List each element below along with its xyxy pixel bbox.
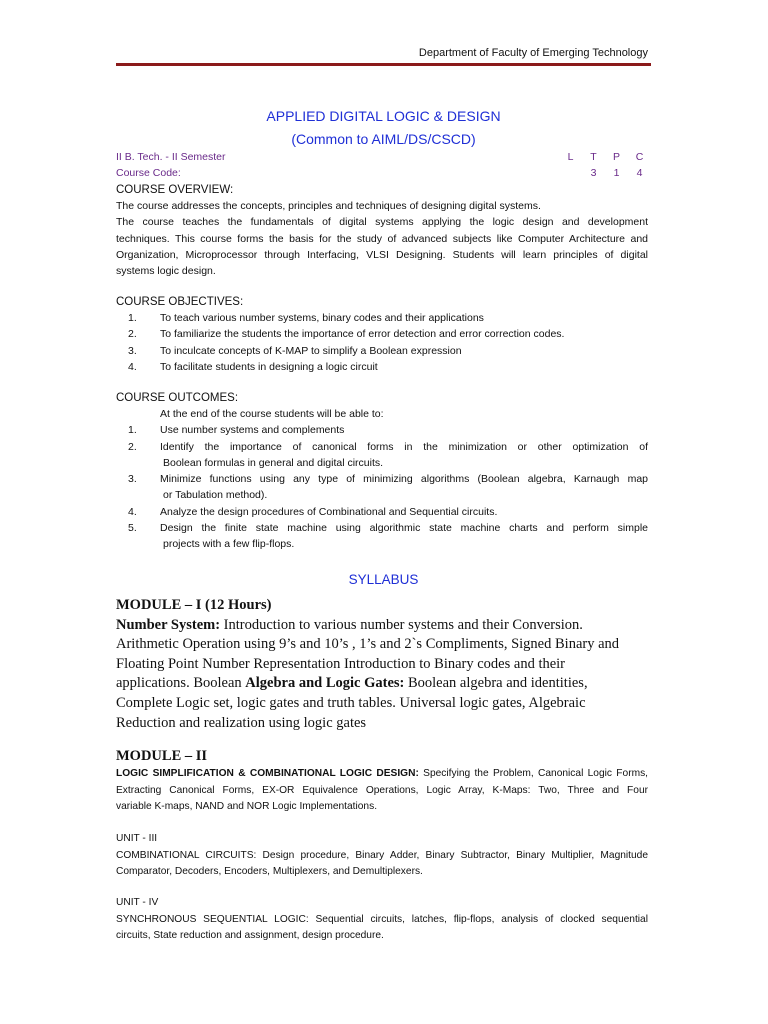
module-1-bold: Algebra and Logic Gates: bbox=[245, 675, 405, 692]
unit-4-title: UNIT - IV bbox=[116, 897, 159, 908]
list-text: To familiarize the students the importance of error detection and error correction codes. bbox=[160, 328, 565, 341]
department-header: Department of Faculty of Emerging Technology bbox=[418, 47, 648, 59]
overview-section bbox=[116, 182, 648, 279]
ltpc-value: 4 bbox=[636, 167, 643, 179]
course-title: APPLIED DIGITAL LOGIC & DESIGN bbox=[266, 108, 501, 124]
module-1 bbox=[116, 596, 651, 733]
module-2-line: Extracting Canonical Forms, EX-OR Equivalence Operations, Logic Array, K-Maps: Two, Three and Four bbox=[116, 784, 648, 796]
list-item bbox=[116, 471, 648, 487]
list-number: 2. bbox=[128, 328, 137, 341]
list-text: or Tabulation method). bbox=[163, 489, 268, 502]
list-text: Analyze the design procedures of Combinational and Sequential circuits. bbox=[160, 505, 498, 518]
syllabus-heading: SYLLABUS bbox=[348, 572, 419, 587]
list-item-cont bbox=[116, 455, 648, 471]
list-text: Boolean formulas in general and digital circuits. bbox=[163, 456, 384, 469]
ltpc-labels bbox=[559, 149, 651, 165]
outcomes-list bbox=[116, 406, 648, 553]
list-item bbox=[116, 520, 648, 536]
module-1-text: Introduction to various number systems and their Conversion. bbox=[220, 616, 583, 633]
course-meta bbox=[116, 149, 651, 181]
list-number: 3. bbox=[128, 344, 137, 357]
outcomes-heading: COURSE OUTCOMES: bbox=[116, 392, 239, 404]
list-text: To inculcate concepts of K-MAP to simplify a Boolean expression bbox=[160, 344, 462, 357]
ltpc-label: L bbox=[567, 151, 574, 163]
objectives-heading: COURSE OBJECTIVES: bbox=[116, 296, 244, 308]
unit-3-title: UNIT - III bbox=[116, 833, 158, 844]
module-1-line: Complete Logic set, logic gates and truth tables. Universal logic gates, Algebraic bbox=[116, 694, 586, 711]
list-item bbox=[116, 504, 648, 520]
unit-3-line: COMBINATIONAL CIRCUITS: Design procedure, Binary Adder, Binary Subtractor, Binary Multiplier, Magnitude bbox=[116, 849, 648, 861]
list-item bbox=[116, 326, 648, 342]
overview-line: The course addresses the concepts, principles and techniques of designing digital systems. bbox=[116, 200, 541, 213]
list-text: Minimize functions using any type of minimizing algorithms (Boolean algebra, Karnaugh map bbox=[160, 473, 648, 486]
ltpc-label: C bbox=[635, 151, 644, 163]
module-1-bold: Number System: bbox=[116, 616, 221, 633]
course-subtitle: (Common to AIML/DS/CSCD) bbox=[291, 131, 476, 147]
course-code-label: Course Code: bbox=[116, 167, 181, 179]
overview-line: systems logic design. bbox=[116, 265, 216, 278]
overview-line: Organization, Microprocessor through Interfacing, VLSI Designing. Students will learn principles of digital bbox=[116, 248, 648, 261]
unit-4 bbox=[116, 895, 648, 945]
list-number: 5. bbox=[128, 522, 137, 535]
list-number: 1. bbox=[128, 312, 137, 324]
module-1-line: Arithmetic Operation using 9’s and 10’s , 1’s and 2`s Compliments, Signed Binary and bbox=[116, 636, 620, 653]
header-rule bbox=[116, 63, 651, 66]
list-item bbox=[116, 439, 648, 455]
list-text: To facilitate students in designing a logic circuit bbox=[160, 360, 378, 373]
list-number: 3. bbox=[128, 473, 137, 486]
module-2-title: MODULE – II bbox=[116, 748, 208, 764]
module-2-line bbox=[116, 766, 648, 783]
module-2-line: variable K-maps, NAND and NOR Logic Implementations. bbox=[116, 801, 378, 812]
list-item bbox=[116, 422, 648, 438]
list-text: projects with a few flip-flops. bbox=[163, 538, 295, 551]
ltpc-value: 1 bbox=[613, 167, 620, 179]
list-text: Design the finite state machine using algorithmic state machine charts and perform simple bbox=[160, 522, 648, 535]
module-1-text: applications. Boolean bbox=[116, 675, 246, 692]
ltpc-value: 3 bbox=[590, 167, 597, 179]
unit-3 bbox=[116, 831, 648, 881]
unit-4-line: circuits, State reduction and assignment, design procedure. bbox=[116, 930, 384, 941]
list-text: Use number systems and complements bbox=[160, 424, 345, 437]
overview-line: techniques. This course forms the basis for the study of advanced subjects like Computer Architecture and bbox=[116, 232, 648, 245]
module-2 bbox=[116, 766, 648, 816]
module-1-line bbox=[116, 616, 651, 636]
overview-heading: COURSE OVERVIEW: bbox=[116, 184, 234, 196]
unit-4-line: SYNCHRONOUS SEQUENTIAL LOGIC: Sequential circuits, latches, flip-flops, analysis of clocked sequential bbox=[116, 913, 648, 925]
module-2-bold: LOGIC SIMPLIFICATION & COMBINATIONAL LOGIC DESIGN: bbox=[116, 768, 419, 779]
unit-3-line: Comparator, Decoders, Encoders, Multiplexers, and Demultiplexers. bbox=[116, 866, 423, 877]
module-2-text: Specifying the Problem, Canonical Logic Forms, bbox=[418, 768, 648, 779]
list-item-cont bbox=[116, 536, 648, 552]
list-number: 4. bbox=[128, 360, 137, 373]
list-item bbox=[116, 310, 648, 326]
list-number: 1. bbox=[128, 424, 137, 437]
semester-label: II B. Tech. - II Semester bbox=[116, 151, 226, 163]
module-1-text: Boolean algebra and identities, bbox=[404, 675, 588, 692]
list-number: 2. bbox=[128, 440, 137, 453]
module-1-title: MODULE – I (12 Hours) bbox=[116, 597, 272, 613]
overview-line: The course teaches the fundamentals of digital systems applying the logic design and development bbox=[116, 216, 648, 229]
ltpc-values bbox=[559, 165, 651, 181]
module-2-title-wrap bbox=[116, 747, 651, 767]
outcomes-intro: At the end of the course students will be able to: bbox=[160, 408, 384, 420]
list-item bbox=[116, 359, 648, 375]
module-1-line: Reduction and realization using logic gates bbox=[116, 714, 367, 731]
list-text: To teach various number systems, binary codes and their applications bbox=[160, 312, 484, 324]
list-item-cont bbox=[116, 487, 648, 503]
list-text: Identify the importance of canonical forms in the minimization or other optimization of bbox=[160, 440, 648, 453]
module-1-line bbox=[116, 674, 651, 694]
list-number: 4. bbox=[128, 505, 137, 518]
objectives-list bbox=[116, 310, 648, 375]
ltpc-label: P bbox=[612, 151, 620, 163]
module-1-line: Floating Point Number Representation Introduction to Binary codes and their bbox=[116, 655, 566, 672]
ltpc-label: T bbox=[590, 151, 597, 163]
outcomes-intro-row bbox=[116, 406, 648, 422]
list-item bbox=[116, 343, 648, 359]
